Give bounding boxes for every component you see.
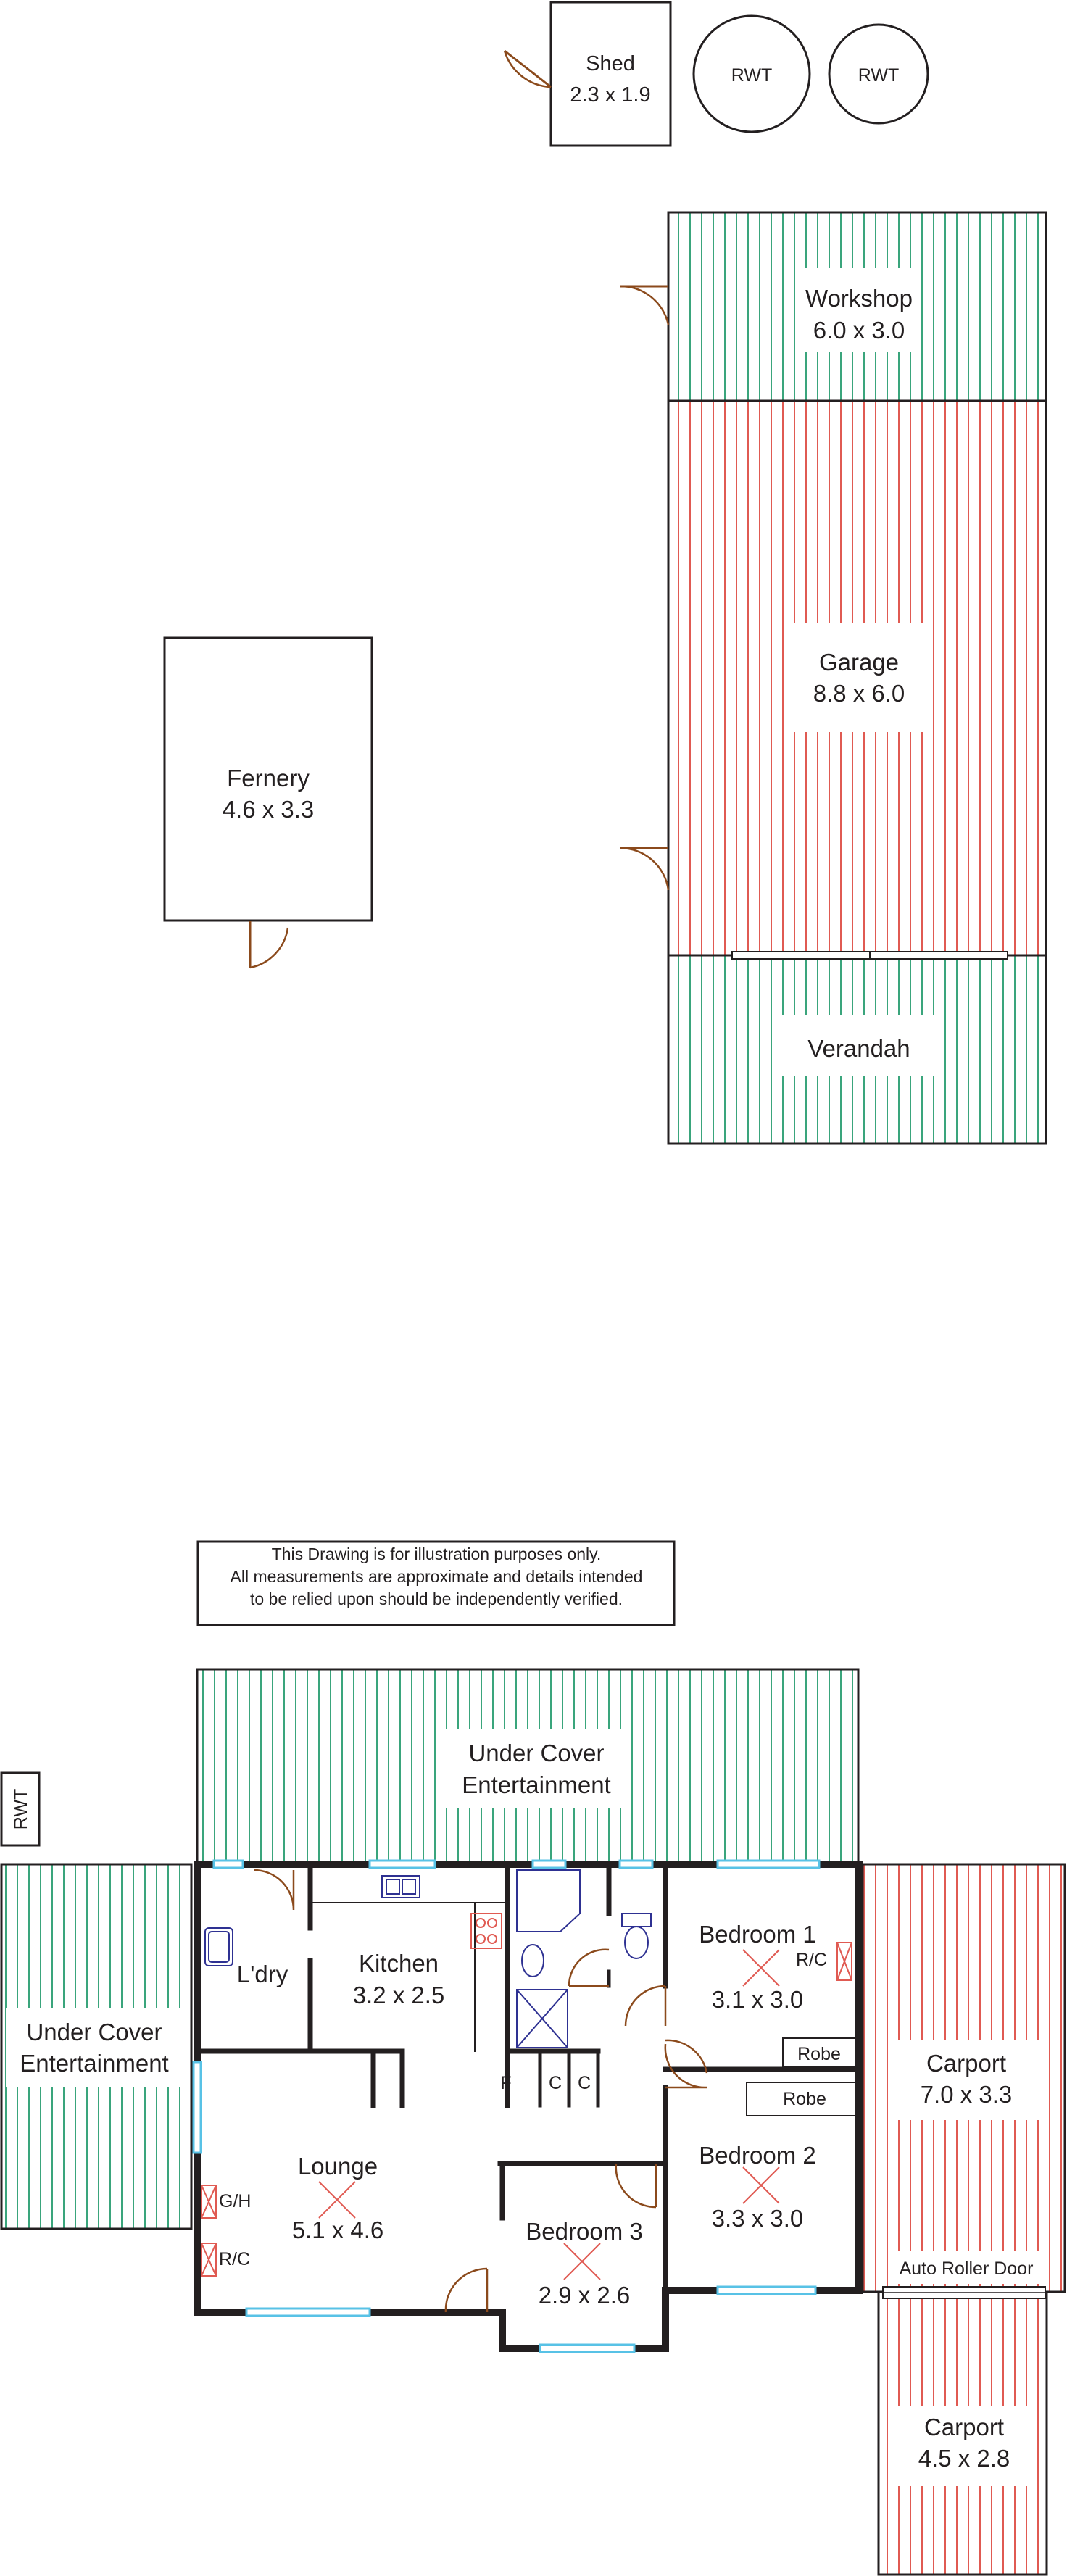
garage-name: Garage xyxy=(818,649,900,676)
tank-2-label: RWT xyxy=(858,65,900,86)
cupboard-2-label: C xyxy=(577,2073,591,2093)
lounge-size: 5.1 x 4.6 xyxy=(291,2216,384,2243)
shed-name: Shed xyxy=(586,52,635,75)
roller-door-label: Auto Roller Door xyxy=(899,2259,1034,2279)
bedroom-2-name: Bedroom 2 xyxy=(699,2142,816,2169)
verandah xyxy=(668,955,1046,1144)
robe-1 xyxy=(783,2038,855,2067)
entertainment-area-top xyxy=(197,1669,858,1863)
carport-front xyxy=(879,2292,1047,2575)
fernery-name: Fernery xyxy=(227,765,310,792)
aircon-bedroom-1 xyxy=(796,1943,852,1980)
entertain-top-line-1: Under Cover xyxy=(468,1740,605,1766)
carport-main-size: 7.0 x 3.3 xyxy=(920,2081,1013,2108)
rain-water-tank-2 xyxy=(829,25,928,123)
garage xyxy=(668,401,1046,955)
carport-main xyxy=(863,1864,1065,2292)
entertain-top-line-2: Entertainment xyxy=(462,1771,611,1798)
disclaimer-line-3: to be relied upon should be independently verified. xyxy=(249,1590,623,1608)
cupboard-1-label: C xyxy=(548,2073,562,2093)
aircon-lounge xyxy=(202,2243,250,2276)
laundry-name: L'dry xyxy=(236,1961,288,1987)
shed-size: 2.3 x 1.9 xyxy=(570,83,651,107)
tank-1-label: RWT xyxy=(731,65,773,86)
bedroom-3-size: 2.9 x 2.6 xyxy=(538,2282,631,2309)
fridge-label: F xyxy=(500,2073,512,2093)
aircon-lounge-label: R/C xyxy=(219,2249,251,2269)
robe-1-label: Robe xyxy=(797,2044,841,2064)
fernery xyxy=(165,638,372,968)
house-rwt-label: RWT xyxy=(11,1788,31,1830)
carport-front-size: 4.5 x 2.8 xyxy=(918,2445,1010,2472)
aircon-bed1-label: R/C xyxy=(796,1950,828,1970)
disclaimer-line-2: All measurements are approximate and details intended xyxy=(230,1567,643,1586)
rain-water-tank-1 xyxy=(694,16,810,132)
workshop xyxy=(668,212,1046,401)
verandah-name: Verandah xyxy=(807,1035,910,1062)
shed xyxy=(505,2,670,146)
bedroom-1-name: Bedroom 1 xyxy=(699,1921,816,1948)
workshop-size: 6.0 x 3.0 xyxy=(813,317,905,344)
bedroom-2-size: 3.3 x 3.0 xyxy=(711,2205,804,2232)
disclaimer-box xyxy=(198,1542,674,1625)
carport-main-name: Carport xyxy=(926,2050,1007,2077)
interior-doors xyxy=(254,1870,707,2312)
robe-2-label: Robe xyxy=(783,2089,826,2109)
workshop-name: Workshop xyxy=(805,285,913,312)
entertainment-area-left xyxy=(1,1864,191,2229)
kitchen-name: Kitchen xyxy=(358,1950,439,1977)
bedroom-1-size: 3.1 x 3.0 xyxy=(711,1986,804,2013)
robe-2 xyxy=(747,2082,855,2116)
house-rain-water-tank xyxy=(1,1773,39,1845)
entertain-left-line-1: Under Cover xyxy=(26,2019,162,2045)
gas-heater xyxy=(202,2185,251,2218)
lounge-name: Lounge xyxy=(297,2153,378,2180)
cooktop-icon xyxy=(471,1914,502,1948)
carport-front-name: Carport xyxy=(923,2414,1005,2440)
auto-roller-door xyxy=(883,2251,1046,2298)
garage-size: 8.8 x 6.0 xyxy=(813,680,905,707)
gas-heater-label: G/H xyxy=(219,2191,252,2211)
disclaimer-line-1: This Drawing is for illustration purposes only. xyxy=(271,1545,602,1563)
entertain-left-line-2: Entertainment xyxy=(20,2050,169,2077)
kitchen-size: 3.2 x 2.5 xyxy=(352,1982,445,2008)
fernery-size: 4.6 x 3.3 xyxy=(222,796,315,823)
bedroom-3-name: Bedroom 3 xyxy=(526,2218,643,2245)
